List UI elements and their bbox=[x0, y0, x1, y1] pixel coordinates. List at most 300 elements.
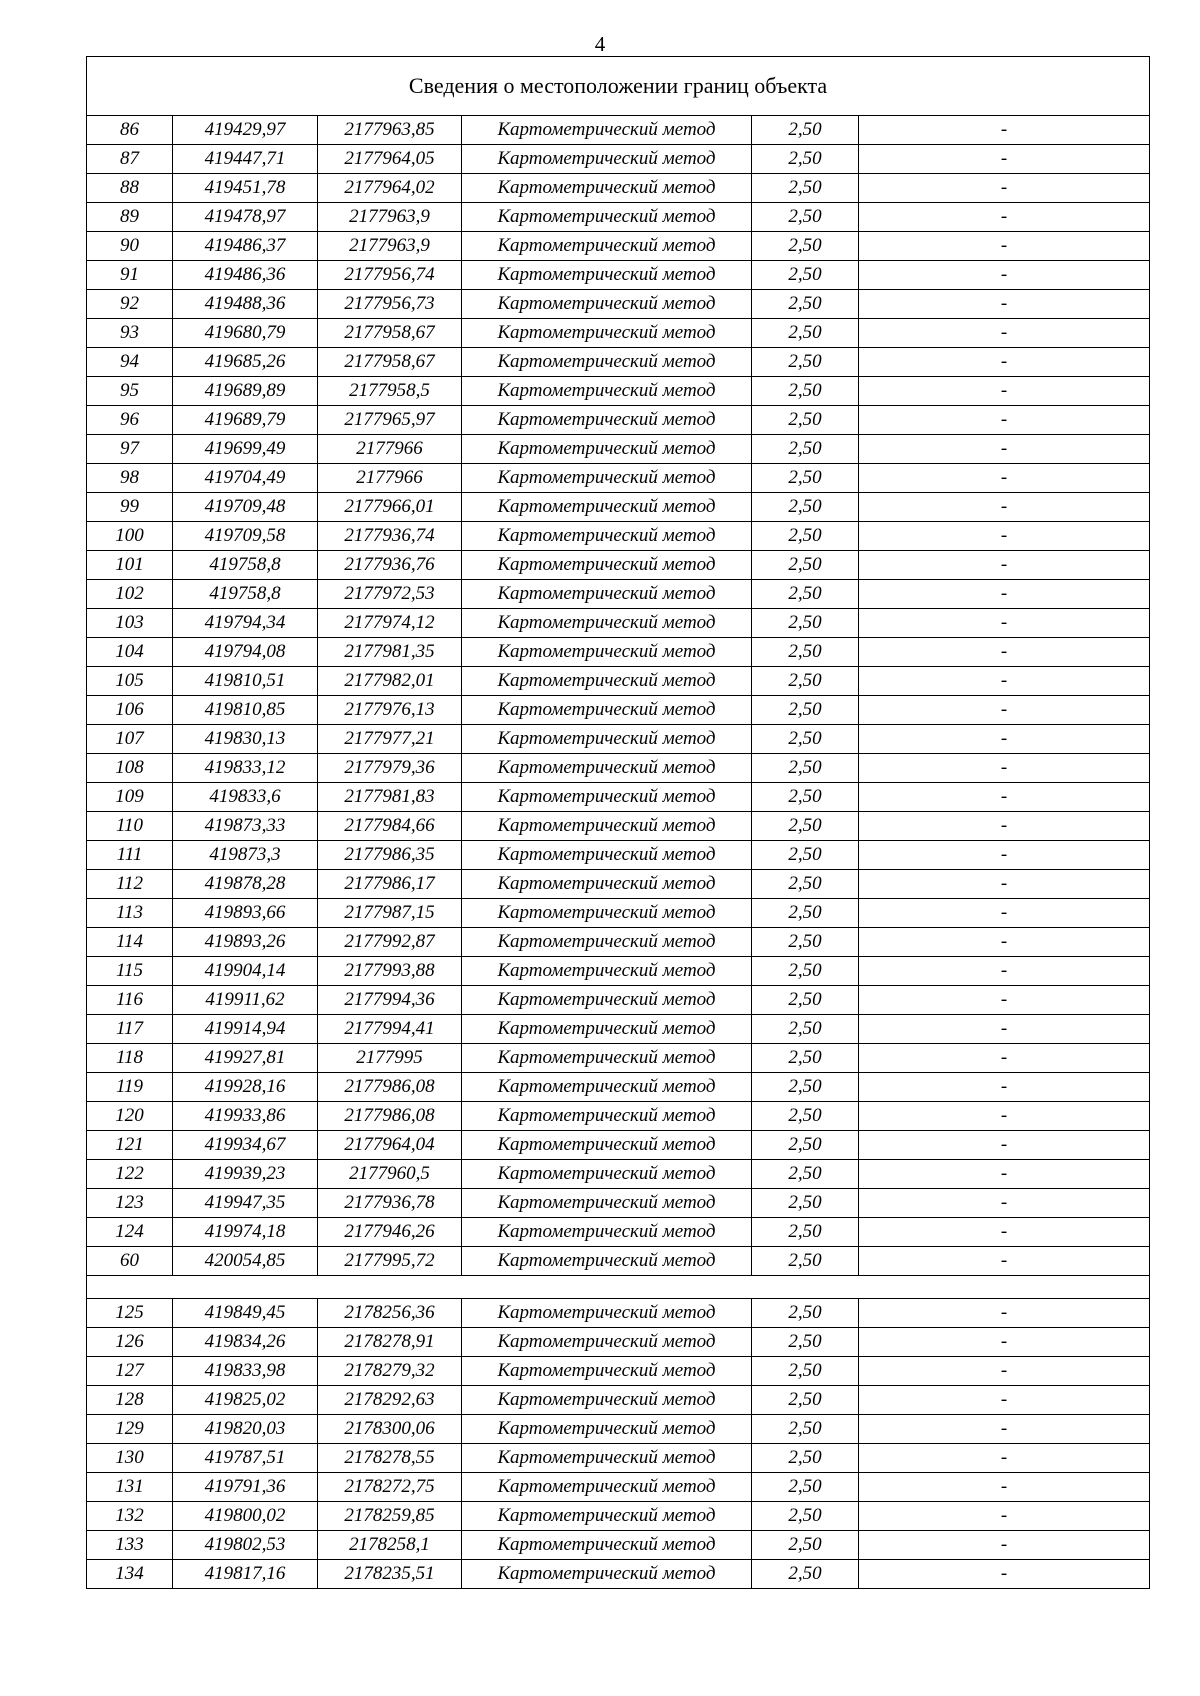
accuracy-cell: 2,50 bbox=[752, 1531, 859, 1560]
y-coordinate-cell: 2177963,9 bbox=[318, 203, 462, 232]
method-cell: Картометрический метод bbox=[462, 1560, 752, 1589]
y-coordinate-cell: 2178259,85 bbox=[318, 1502, 462, 1531]
note-cell: - bbox=[859, 435, 1150, 464]
note-cell: - bbox=[859, 551, 1150, 580]
y-coordinate-cell: 2178235,51 bbox=[318, 1560, 462, 1589]
note-cell: - bbox=[859, 145, 1150, 174]
y-coordinate-cell: 2177956,74 bbox=[318, 261, 462, 290]
table-row bbox=[87, 1044, 1150, 1073]
table-row bbox=[87, 1299, 1150, 1328]
x-coordinate-cell: 419478,97 bbox=[173, 203, 318, 232]
x-coordinate-cell: 419802,53 bbox=[173, 1531, 318, 1560]
accuracy-cell: 2,50 bbox=[752, 174, 859, 203]
x-coordinate-cell: 419833,98 bbox=[173, 1357, 318, 1386]
x-coordinate-cell: 419685,26 bbox=[173, 348, 318, 377]
point-number-cell: 98 bbox=[87, 464, 173, 493]
table-row bbox=[87, 261, 1150, 290]
note-cell: - bbox=[859, 1357, 1150, 1386]
y-coordinate-cell: 2177964,05 bbox=[318, 145, 462, 174]
note-cell: - bbox=[859, 1073, 1150, 1102]
note-cell: - bbox=[859, 406, 1150, 435]
x-coordinate-cell: 419699,49 bbox=[173, 435, 318, 464]
accuracy-cell: 2,50 bbox=[752, 1218, 859, 1247]
note-cell: - bbox=[859, 1386, 1150, 1415]
x-coordinate-cell: 419833,6 bbox=[173, 783, 318, 812]
note-cell: - bbox=[859, 377, 1150, 406]
method-cell: Картометрический метод bbox=[462, 1073, 752, 1102]
y-coordinate-cell: 2177956,73 bbox=[318, 290, 462, 319]
x-coordinate-cell: 419904,14 bbox=[173, 957, 318, 986]
accuracy-cell: 2,50 bbox=[752, 754, 859, 783]
note-cell: - bbox=[859, 638, 1150, 667]
y-coordinate-cell: 2177964,02 bbox=[318, 174, 462, 203]
x-coordinate-cell: 419933,86 bbox=[173, 1102, 318, 1131]
point-number-cell: 87 bbox=[87, 145, 173, 174]
point-number-cell: 104 bbox=[87, 638, 173, 667]
y-coordinate-cell: 2177963,85 bbox=[318, 116, 462, 145]
table-row bbox=[87, 1218, 1150, 1247]
accuracy-cell: 2,50 bbox=[752, 1328, 859, 1357]
table-row bbox=[87, 1160, 1150, 1189]
method-cell: Картометрический метод bbox=[462, 203, 752, 232]
point-number-cell: 122 bbox=[87, 1160, 173, 1189]
method-cell: Картометрический метод bbox=[462, 1299, 752, 1328]
accuracy-cell: 2,50 bbox=[752, 377, 859, 406]
point-number-cell: 93 bbox=[87, 319, 173, 348]
note-cell: - bbox=[859, 899, 1150, 928]
point-number-cell: 90 bbox=[87, 232, 173, 261]
point-number-cell: 123 bbox=[87, 1189, 173, 1218]
y-coordinate-cell: 2177994,41 bbox=[318, 1015, 462, 1044]
y-coordinate-cell: 2177963,9 bbox=[318, 232, 462, 261]
method-cell: Картометрический метод bbox=[462, 1357, 752, 1386]
note-cell: - bbox=[859, 1015, 1150, 1044]
table-row bbox=[87, 1073, 1150, 1102]
accuracy-cell: 2,50 bbox=[752, 464, 859, 493]
note-cell: - bbox=[859, 580, 1150, 609]
point-number-cell: 100 bbox=[87, 522, 173, 551]
y-coordinate-cell: 2177981,83 bbox=[318, 783, 462, 812]
note-cell: - bbox=[859, 203, 1150, 232]
x-coordinate-cell: 419820,03 bbox=[173, 1415, 318, 1444]
note-cell: - bbox=[859, 1415, 1150, 1444]
y-coordinate-cell: 2177995 bbox=[318, 1044, 462, 1073]
title-row bbox=[87, 57, 1150, 116]
method-cell: Картометрический метод bbox=[462, 1386, 752, 1415]
method-cell: Картометрический метод bbox=[462, 551, 752, 580]
table-row bbox=[87, 377, 1150, 406]
group-separator-cell bbox=[87, 1276, 1150, 1299]
point-number-cell: 127 bbox=[87, 1357, 173, 1386]
table-row bbox=[87, 1247, 1150, 1276]
method-cell: Картометрический метод bbox=[462, 174, 752, 203]
accuracy-cell: 2,50 bbox=[752, 261, 859, 290]
table-row bbox=[87, 348, 1150, 377]
accuracy-cell: 2,50 bbox=[752, 1015, 859, 1044]
y-coordinate-cell: 2177981,35 bbox=[318, 638, 462, 667]
accuracy-cell: 2,50 bbox=[752, 986, 859, 1015]
x-coordinate-cell: 419878,28 bbox=[173, 870, 318, 899]
x-coordinate-cell: 419849,45 bbox=[173, 1299, 318, 1328]
method-cell: Картометрический метод bbox=[462, 696, 752, 725]
point-number-cell: 128 bbox=[87, 1386, 173, 1415]
y-coordinate-cell: 2177977,21 bbox=[318, 725, 462, 754]
point-number-cell: 91 bbox=[87, 261, 173, 290]
method-cell: Картометрический метод bbox=[462, 754, 752, 783]
note-cell: - bbox=[859, 261, 1150, 290]
table-row bbox=[87, 1415, 1150, 1444]
method-cell: Картометрический метод bbox=[462, 725, 752, 754]
table-row bbox=[87, 493, 1150, 522]
note-cell: - bbox=[859, 1473, 1150, 1502]
method-cell: Картометрический метод bbox=[462, 406, 752, 435]
table-row bbox=[87, 319, 1150, 348]
table-row bbox=[87, 1328, 1150, 1357]
y-coordinate-cell: 2177994,36 bbox=[318, 986, 462, 1015]
method-cell: Картометрический метод bbox=[462, 145, 752, 174]
y-coordinate-cell: 2177964,04 bbox=[318, 1131, 462, 1160]
method-cell: Картометрический метод bbox=[462, 1131, 752, 1160]
method-cell: Картометрический метод bbox=[462, 1160, 752, 1189]
note-cell: - bbox=[859, 928, 1150, 957]
accuracy-cell: 2,50 bbox=[752, 1189, 859, 1218]
accuracy-cell: 2,50 bbox=[752, 290, 859, 319]
x-coordinate-cell: 420054,85 bbox=[173, 1247, 318, 1276]
method-cell: Картометрический метод bbox=[462, 1328, 752, 1357]
y-coordinate-cell: 2177965,97 bbox=[318, 406, 462, 435]
method-cell: Картометрический метод bbox=[462, 348, 752, 377]
table-row bbox=[87, 696, 1150, 725]
note-cell: - bbox=[859, 1560, 1150, 1589]
x-coordinate-cell: 419429,97 bbox=[173, 116, 318, 145]
point-number-cell: 111 bbox=[87, 841, 173, 870]
note-cell: - bbox=[859, 290, 1150, 319]
table-row bbox=[87, 1102, 1150, 1131]
y-coordinate-cell: 2177986,08 bbox=[318, 1073, 462, 1102]
method-cell: Картометрический метод bbox=[462, 1531, 752, 1560]
table-row bbox=[87, 145, 1150, 174]
accuracy-cell: 2,50 bbox=[752, 1357, 859, 1386]
table-row bbox=[87, 1386, 1150, 1415]
point-number-cell: 106 bbox=[87, 696, 173, 725]
method-cell: Картометрический метод bbox=[462, 870, 752, 899]
accuracy-cell: 2,50 bbox=[752, 1160, 859, 1189]
accuracy-cell: 2,50 bbox=[752, 232, 859, 261]
y-coordinate-cell: 2177984,66 bbox=[318, 812, 462, 841]
y-coordinate-cell: 2177986,08 bbox=[318, 1102, 462, 1131]
accuracy-cell: 2,50 bbox=[752, 203, 859, 232]
table-row bbox=[87, 174, 1150, 203]
note-cell: - bbox=[859, 348, 1150, 377]
y-coordinate-cell: 2177936,76 bbox=[318, 551, 462, 580]
accuracy-cell: 2,50 bbox=[752, 812, 859, 841]
y-coordinate-cell: 2178278,55 bbox=[318, 1444, 462, 1473]
y-coordinate-cell: 2177958,67 bbox=[318, 348, 462, 377]
y-coordinate-cell: 2177966,01 bbox=[318, 493, 462, 522]
accuracy-cell: 2,50 bbox=[752, 348, 859, 377]
boundary-table bbox=[86, 56, 1150, 1589]
method-cell: Картометрический метод bbox=[462, 638, 752, 667]
x-coordinate-cell: 419709,58 bbox=[173, 522, 318, 551]
y-coordinate-cell: 2177966 bbox=[318, 464, 462, 493]
accuracy-cell: 2,50 bbox=[752, 667, 859, 696]
x-coordinate-cell: 419939,23 bbox=[173, 1160, 318, 1189]
table-row bbox=[87, 1560, 1150, 1589]
point-number-cell: 121 bbox=[87, 1131, 173, 1160]
note-cell: - bbox=[859, 1444, 1150, 1473]
table-row bbox=[87, 899, 1150, 928]
accuracy-cell: 2,50 bbox=[752, 870, 859, 899]
note-cell: - bbox=[859, 812, 1150, 841]
point-number-cell: 129 bbox=[87, 1415, 173, 1444]
point-number-cell: 108 bbox=[87, 754, 173, 783]
accuracy-cell: 2,50 bbox=[752, 1473, 859, 1502]
method-cell: Картометрический метод bbox=[462, 116, 752, 145]
y-coordinate-cell: 2177979,36 bbox=[318, 754, 462, 783]
table-title: Сведения о местоположении границ объекта bbox=[87, 57, 1150, 116]
method-cell: Картометрический метод bbox=[462, 928, 752, 957]
x-coordinate-cell: 419758,8 bbox=[173, 580, 318, 609]
x-coordinate-cell: 419914,94 bbox=[173, 1015, 318, 1044]
x-coordinate-cell: 419833,12 bbox=[173, 754, 318, 783]
table-row bbox=[87, 551, 1150, 580]
x-coordinate-cell: 419928,16 bbox=[173, 1073, 318, 1102]
method-cell: Картометрический метод bbox=[462, 1015, 752, 1044]
note-cell: - bbox=[859, 1160, 1150, 1189]
point-number-cell: 133 bbox=[87, 1531, 173, 1560]
table-row bbox=[87, 638, 1150, 667]
point-number-cell: 120 bbox=[87, 1102, 173, 1131]
note-cell: - bbox=[859, 232, 1150, 261]
x-coordinate-cell: 419689,89 bbox=[173, 377, 318, 406]
point-number-cell: 105 bbox=[87, 667, 173, 696]
accuracy-cell: 2,50 bbox=[752, 609, 859, 638]
x-coordinate-cell: 419447,71 bbox=[173, 145, 318, 174]
method-cell: Картометрический метод bbox=[462, 1189, 752, 1218]
accuracy-cell: 2,50 bbox=[752, 841, 859, 870]
page-number: 4 bbox=[594, 32, 606, 56]
method-cell: Картометрический метод bbox=[462, 580, 752, 609]
accuracy-cell: 2,50 bbox=[752, 435, 859, 464]
x-coordinate-cell: 419927,81 bbox=[173, 1044, 318, 1073]
method-cell: Картометрический метод bbox=[462, 232, 752, 261]
note-cell: - bbox=[859, 464, 1150, 493]
method-cell: Картометрический метод bbox=[462, 1444, 752, 1473]
method-cell: Картометрический метод bbox=[462, 1502, 752, 1531]
x-coordinate-cell: 419893,26 bbox=[173, 928, 318, 957]
point-number-cell: 107 bbox=[87, 725, 173, 754]
y-coordinate-cell: 2178292,63 bbox=[318, 1386, 462, 1415]
accuracy-cell: 2,50 bbox=[752, 551, 859, 580]
table-row bbox=[87, 1131, 1150, 1160]
note-cell: - bbox=[859, 841, 1150, 870]
y-coordinate-cell: 2177946,26 bbox=[318, 1218, 462, 1247]
accuracy-cell: 2,50 bbox=[752, 1044, 859, 1073]
x-coordinate-cell: 419825,02 bbox=[173, 1386, 318, 1415]
accuracy-cell: 2,50 bbox=[752, 1444, 859, 1473]
method-cell: Картометрический метод bbox=[462, 377, 752, 406]
table-row bbox=[87, 232, 1150, 261]
table-row bbox=[87, 667, 1150, 696]
accuracy-cell: 2,50 bbox=[752, 1247, 859, 1276]
table-row bbox=[87, 1444, 1150, 1473]
point-number-cell: 86 bbox=[87, 116, 173, 145]
y-coordinate-cell: 2177972,53 bbox=[318, 580, 462, 609]
note-cell: - bbox=[859, 870, 1150, 899]
method-cell: Картометрический метод bbox=[462, 435, 752, 464]
y-coordinate-cell: 2178278,91 bbox=[318, 1328, 462, 1357]
x-coordinate-cell: 419810,85 bbox=[173, 696, 318, 725]
point-number-cell: 113 bbox=[87, 899, 173, 928]
point-number-cell: 97 bbox=[87, 435, 173, 464]
table-row bbox=[87, 290, 1150, 319]
x-coordinate-cell: 419810,51 bbox=[173, 667, 318, 696]
x-coordinate-cell: 419787,51 bbox=[173, 1444, 318, 1473]
group-separator-row bbox=[87, 1276, 1150, 1299]
point-number-cell: 101 bbox=[87, 551, 173, 580]
note-cell: - bbox=[859, 1102, 1150, 1131]
point-number-cell: 117 bbox=[87, 1015, 173, 1044]
y-coordinate-cell: 2178258,1 bbox=[318, 1531, 462, 1560]
accuracy-cell: 2,50 bbox=[752, 116, 859, 145]
note-cell: - bbox=[859, 667, 1150, 696]
accuracy-cell: 2,50 bbox=[752, 1415, 859, 1444]
method-cell: Картометрический метод bbox=[462, 957, 752, 986]
y-coordinate-cell: 2177974,12 bbox=[318, 609, 462, 638]
x-coordinate-cell: 419873,3 bbox=[173, 841, 318, 870]
point-number-cell: 88 bbox=[87, 174, 173, 203]
point-number-cell: 116 bbox=[87, 986, 173, 1015]
y-coordinate-cell: 2178300,06 bbox=[318, 1415, 462, 1444]
method-cell: Картометрический метод bbox=[462, 609, 752, 638]
point-number-cell: 103 bbox=[87, 609, 173, 638]
x-coordinate-cell: 419486,36 bbox=[173, 261, 318, 290]
method-cell: Картометрический метод bbox=[462, 841, 752, 870]
y-coordinate-cell: 2177993,88 bbox=[318, 957, 462, 986]
accuracy-cell: 2,50 bbox=[752, 319, 859, 348]
note-cell: - bbox=[859, 986, 1150, 1015]
x-coordinate-cell: 419689,79 bbox=[173, 406, 318, 435]
x-coordinate-cell: 419800,02 bbox=[173, 1502, 318, 1531]
table-row bbox=[87, 464, 1150, 493]
x-coordinate-cell: 419817,16 bbox=[173, 1560, 318, 1589]
point-number-cell: 99 bbox=[87, 493, 173, 522]
accuracy-cell: 2,50 bbox=[752, 580, 859, 609]
accuracy-cell: 2,50 bbox=[752, 783, 859, 812]
table-row bbox=[87, 116, 1150, 145]
point-number-cell: 109 bbox=[87, 783, 173, 812]
table-row bbox=[87, 609, 1150, 638]
method-cell: Картометрический метод bbox=[462, 667, 752, 696]
table-body bbox=[87, 57, 1150, 1589]
note-cell: - bbox=[859, 1044, 1150, 1073]
accuracy-cell: 2,50 bbox=[752, 1073, 859, 1102]
x-coordinate-cell: 419893,66 bbox=[173, 899, 318, 928]
method-cell: Картометрический метод bbox=[462, 522, 752, 551]
x-coordinate-cell: 419834,26 bbox=[173, 1328, 318, 1357]
point-number-cell: 118 bbox=[87, 1044, 173, 1073]
y-coordinate-cell: 2178256,36 bbox=[318, 1299, 462, 1328]
point-number-cell: 89 bbox=[87, 203, 173, 232]
y-coordinate-cell: 2178272,75 bbox=[318, 1473, 462, 1502]
point-number-cell: 110 bbox=[87, 812, 173, 841]
note-cell: - bbox=[859, 957, 1150, 986]
x-coordinate-cell: 419488,36 bbox=[173, 290, 318, 319]
table-row bbox=[87, 783, 1150, 812]
method-cell: Картометрический метод bbox=[462, 1218, 752, 1247]
table-row bbox=[87, 986, 1150, 1015]
method-cell: Картометрический метод bbox=[462, 290, 752, 319]
table-row bbox=[87, 841, 1150, 870]
note-cell: - bbox=[859, 1502, 1150, 1531]
note-cell: - bbox=[859, 319, 1150, 348]
method-cell: Картометрический метод bbox=[462, 464, 752, 493]
table-row bbox=[87, 754, 1150, 783]
method-cell: Картометрический метод bbox=[462, 1102, 752, 1131]
method-cell: Картометрический метод bbox=[462, 899, 752, 928]
y-coordinate-cell: 2177986,17 bbox=[318, 870, 462, 899]
point-number-cell: 126 bbox=[87, 1328, 173, 1357]
point-number-cell: 115 bbox=[87, 957, 173, 986]
x-coordinate-cell: 419911,62 bbox=[173, 986, 318, 1015]
x-coordinate-cell: 419794,08 bbox=[173, 638, 318, 667]
point-number-cell: 114 bbox=[87, 928, 173, 957]
accuracy-cell: 2,50 bbox=[752, 928, 859, 957]
method-cell: Картометрический метод bbox=[462, 1044, 752, 1073]
x-coordinate-cell: 419680,79 bbox=[173, 319, 318, 348]
note-cell: - bbox=[859, 1299, 1150, 1328]
accuracy-cell: 2,50 bbox=[752, 1299, 859, 1328]
note-cell: - bbox=[859, 493, 1150, 522]
note-cell: - bbox=[859, 116, 1150, 145]
point-number-cell: 60 bbox=[87, 1247, 173, 1276]
accuracy-cell: 2,50 bbox=[752, 145, 859, 174]
x-coordinate-cell: 419830,13 bbox=[173, 725, 318, 754]
table-row bbox=[87, 203, 1150, 232]
table-row bbox=[87, 1357, 1150, 1386]
accuracy-cell: 2,50 bbox=[752, 493, 859, 522]
table-row bbox=[87, 957, 1150, 986]
accuracy-cell: 2,50 bbox=[752, 1102, 859, 1131]
note-cell: - bbox=[859, 754, 1150, 783]
y-coordinate-cell: 2177987,15 bbox=[318, 899, 462, 928]
point-number-cell: 130 bbox=[87, 1444, 173, 1473]
point-number-cell: 96 bbox=[87, 406, 173, 435]
x-coordinate-cell: 419934,67 bbox=[173, 1131, 318, 1160]
y-coordinate-cell: 2177958,67 bbox=[318, 319, 462, 348]
y-coordinate-cell: 2177986,35 bbox=[318, 841, 462, 870]
x-coordinate-cell: 419758,8 bbox=[173, 551, 318, 580]
x-coordinate-cell: 419791,36 bbox=[173, 1473, 318, 1502]
table-row bbox=[87, 928, 1150, 957]
table-row bbox=[87, 1015, 1150, 1044]
method-cell: Картометрический метод bbox=[462, 986, 752, 1015]
accuracy-cell: 2,50 bbox=[752, 522, 859, 551]
x-coordinate-cell: 419873,33 bbox=[173, 812, 318, 841]
note-cell: - bbox=[859, 174, 1150, 203]
method-cell: Картометрический метод bbox=[462, 1415, 752, 1444]
point-number-cell: 102 bbox=[87, 580, 173, 609]
method-cell: Картометрический метод bbox=[462, 493, 752, 522]
accuracy-cell: 2,50 bbox=[752, 1131, 859, 1160]
accuracy-cell: 2,50 bbox=[752, 1386, 859, 1415]
y-coordinate-cell: 2178279,32 bbox=[318, 1357, 462, 1386]
accuracy-cell: 2,50 bbox=[752, 725, 859, 754]
x-coordinate-cell: 419709,48 bbox=[173, 493, 318, 522]
table-row bbox=[87, 725, 1150, 754]
note-cell: - bbox=[859, 1247, 1150, 1276]
x-coordinate-cell: 419947,35 bbox=[173, 1189, 318, 1218]
